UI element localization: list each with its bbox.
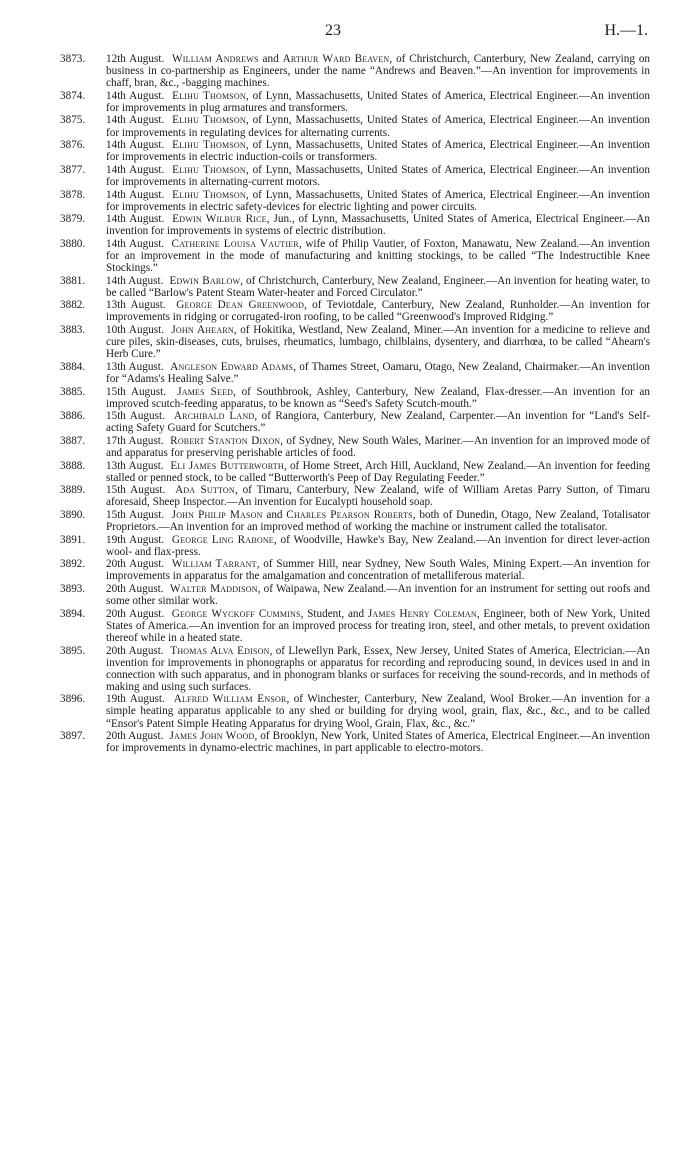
patent-entry: [0, 53, 700, 89]
entry-date: 13th August.: [106, 299, 166, 312]
applicant-name: Angleson Edward Adams: [170, 360, 294, 373]
name-separator: and: [258, 53, 283, 65]
applicant-name: Edwin Barlow: [169, 274, 241, 287]
entry-number: 3886.: [60, 410, 86, 423]
entry-description: , of Hokitika, Westland, New Zealand, Miner.—An invention for a medicine to relieve and cure piles, skin-diseases, cuts, bruises, rheumatics, lumbago, chilblains, dysentery, and diarrhœa, to be called “Ahearn's Herb Cure.”: [106, 324, 650, 361]
entry-number: 3873.: [60, 53, 86, 65]
entry-date: 13th August.: [106, 360, 164, 373]
applicant-name: John Ahearn: [171, 324, 234, 337]
applicant-name: James John Wood: [169, 730, 255, 743]
entry-number: 3877.: [60, 163, 86, 176]
entry-number: 3895.: [60, 644, 86, 657]
applicant-name: James Henry Coleman: [367, 607, 477, 620]
entry-date: 14th August.: [106, 163, 165, 176]
entry-date: 19th August.: [106, 693, 165, 706]
entry-description: , of Timaru, Canterbury, New Zealand, wife of William Aretas Parry Sutton, of Timaru aforesaid, Sheep Inspector.—An invention for Eucalypti household soap.: [106, 484, 650, 509]
patent-entry: [0, 164, 700, 188]
patent-entry: [0, 583, 700, 607]
entry-number: 3878.: [60, 188, 86, 201]
entry-description: , of Southbrook, Ashley, Canterbury, New Zealand, Flax-dresser.—An invention for an improved scutch-feeding apparatus, to be known as “Seed's Safety Scutch-mouth.”: [106, 385, 650, 410]
entry-description: , of Winchester, Canterbury, New Zealand, Wool Broker.—An invention for a simple heating apparatus applicable to any shed or building for drying wool, grain, flax, &c., &c., and to be called “Ensor's Patent Simple Heating Apparatus for drying Wool, Grain, Flax, &c., &c.”: [106, 693, 650, 730]
entry-number: 3883.: [60, 324, 86, 337]
applicant-name: Elihu Thomson: [172, 89, 246, 102]
applicant-name: George Wyckoff Cummins: [171, 607, 301, 620]
entry-number: 3876.: [60, 139, 86, 152]
patent-entry: [0, 730, 700, 754]
applicant-name: Elihu Thomson: [172, 139, 246, 152]
entry-number: 3874.: [60, 89, 86, 102]
entry-description: , of Woodville, Hawke's Bay, New Zealand.—An invention for direct lever-action wool- and flax-press.: [106, 533, 650, 558]
patent-entry: [0, 460, 700, 484]
entry-date: 13th August.: [106, 459, 164, 472]
patent-entry: [0, 361, 700, 385]
entry-description: , of Waipawa, New Zealand.—An invention for an instrument for setting out roofs and some other similar work.: [106, 583, 650, 608]
entry-number: 3885.: [60, 385, 86, 398]
applicant-name: Charles Pearson Roberts: [286, 508, 413, 521]
patent-entry: [0, 645, 700, 693]
patent-entry: [0, 534, 700, 558]
applicant-name: Thomas Alva Edison: [170, 644, 270, 657]
name-separator: and: [262, 508, 287, 521]
entry-description: , of Christchurch, Canterbury, New Zealand, carrying on business in co-partnership as Engineers, under the name “Andrews and Beaven.”—An invention for improvements in chaff, bran, &c., -bagging machines.: [106, 53, 651, 90]
applicant-name: John Philip Mason: [171, 508, 263, 521]
patent-entry: [0, 693, 700, 729]
entry-date: 20th August.: [106, 558, 165, 571]
page-header: [0, 22, 700, 46]
entry-description: , of Lynn, Massachusetts, United States of America, Electrical Engineer.—An invention for improvements in regulating devices for alternating currents.: [106, 114, 650, 139]
entry-number: 3896.: [60, 693, 86, 706]
patent-entry: [0, 324, 700, 360]
entry-number: 3887.: [60, 434, 86, 447]
entry-date: 14th August.: [106, 213, 165, 226]
entry-number: 3880.: [60, 237, 86, 250]
patent-entry: [0, 114, 700, 138]
patent-entry: [0, 435, 700, 459]
entry-description: , of Summer Hill, near Sydney, New South Wales, Mining Expert.—An invention for improvements in apparatus for the amalgamation and concentration of metalliferous material.: [106, 558, 650, 583]
page-number: 23: [325, 22, 341, 39]
applicant-name: George Ling Rabone: [171, 533, 274, 546]
entry-date: 12th August.: [106, 53, 165, 65]
entry-date: 15th August.: [106, 484, 166, 497]
entry-date: 19th August.: [106, 533, 165, 546]
name-separator: , Student, and: [300, 607, 368, 620]
applicant-name: Catherine Louisa Vautier: [171, 237, 299, 250]
document-reference: H.—1.: [604, 22, 648, 39]
entry-date: 20th August.: [106, 730, 164, 743]
applicant-name: Elihu Thomson: [172, 188, 246, 201]
entry-number: 3891.: [60, 533, 86, 546]
entry-description: , of Sydney, New South Wales, Mariner.—An invention for an improved mode of and apparatus for preserving perishable articles of food.: [106, 434, 650, 459]
applicant-name: Walter Maddison: [169, 583, 258, 596]
entry-date: 14th August.: [106, 188, 165, 201]
applicant-name: Arthur Ward Beaven: [282, 53, 390, 65]
entry-date: 15th August.: [106, 410, 165, 423]
entry-number: 3893.: [60, 583, 86, 596]
entry-number: 3894.: [60, 607, 86, 620]
entry-number: 3889.: [60, 484, 86, 497]
entry-description: , of Christchurch, Canterbury, New Zealand, Engineer.—An invention for heating water, to be called “Barlow's Patent Steam Water-heater and Forced Circulator.”: [106, 274, 650, 299]
applicant-name: Alfred William Ensor: [173, 693, 287, 706]
entry-description: , of Lynn, Massachusetts, United States of America, Electrical Engineer.—An invention for improvements in electric safety-devices for electric lighting and power circuits.: [106, 188, 650, 213]
entry-date: 10th August.: [106, 324, 165, 337]
applicant-name: James Seed: [177, 385, 234, 398]
applicant-name: William Andrews: [172, 53, 259, 65]
entry-date: 14th August.: [106, 139, 165, 152]
entry-number: 3882.: [60, 299, 86, 312]
applicant-name: Robert Stanton Dixon: [170, 434, 281, 447]
entry-date: 14th August.: [106, 114, 165, 127]
entry-date: 15th August.: [106, 385, 166, 398]
entry-date: 14th August.: [106, 237, 165, 250]
entry-date: 14th August.: [106, 89, 165, 102]
entry-date: 20th August.: [106, 607, 165, 620]
applicant-name: Elihu Thomson: [172, 163, 246, 176]
entry-number: 3890.: [60, 508, 86, 521]
entry-description: , of Home Street, Arch Hill, Auckland, New Zealand.—An invention for feeding stalled or penned stock, to be called “Butterworth's Peep of Day Regulating Feeder.”: [106, 459, 650, 484]
entry-date: 20th August.: [106, 583, 164, 596]
patent-entry-list: [0, 53, 700, 755]
patent-entry: [0, 213, 700, 237]
entry-number: 3879.: [60, 213, 86, 226]
entry-description: , of Thames Street, Oamaru, Otago, New Zealand, Chairmaker.—An invention for “Adams's Healing Salve.”: [106, 360, 651, 385]
applicant-name: Edwin Wilbur Rice: [172, 213, 267, 226]
entry-number: 3881.: [60, 274, 86, 287]
applicant-name: Ada Sutton: [175, 484, 235, 497]
entry-description: , of Llewellyn Park, Essex, New Jersey, United States of America, Electrician.—An invention for improvements in phonographs or apparatus for recording and reproducing sound, in devices used in and in connection with such apparatus, and in phonogram blanks or surfaces for receiving the sound-records, and in methods of making and using such surfaces.: [106, 644, 650, 693]
patent-entry: [0, 410, 700, 434]
applicant-name: Eli James Butterworth: [170, 459, 284, 472]
entry-date: 15th August.: [106, 508, 165, 521]
applicant-name: Archibald Land: [173, 410, 255, 423]
patent-entry: [0, 484, 700, 508]
patent-entry: [0, 386, 700, 410]
entry-date: 20th August.: [106, 644, 164, 657]
applicant-name: William Tarrant: [171, 558, 257, 571]
entry-number: 3884.: [60, 360, 86, 373]
entry-description: , Jun., of Lynn, Massachusetts, United States of America, Electrical Engineer.—An invention for improvements in systems of electric distribution.: [106, 213, 650, 238]
entry-description: , of Rangiora, Canterbury, New Zealand, Carpenter.—An invention for “Land's Self-acting Safety Guard for Scutchers.”: [106, 410, 650, 435]
patent-entry: [0, 299, 700, 323]
entry-description: , of Lynn, Massachusetts, United States of America, Electrical Engineer.—An invention for improvements in electric induction-coils or transformers.: [106, 139, 650, 164]
entry-description: , of Teviotdale, Canterbury, New Zealand, Runholder.—An invention for improvements in ridging or corrugated-iron roofing, to be called “Greenwood's Improved Ridging.”: [106, 299, 650, 324]
patent-entry: [0, 90, 700, 114]
patent-entry: [0, 558, 700, 582]
patent-entry: [0, 275, 700, 299]
entry-description: , of Lynn, Massachusetts, United States of America, Electrical Engineer.—An invention for improvements in alternating-current motors.: [106, 163, 650, 188]
applicant-name: George Dean Greenwood: [176, 299, 305, 312]
entry-number: 3897.: [60, 730, 86, 743]
entry-description: , both of Dunedin, Otago, New Zealand, Totalisator Proprietors.—An invention for an improved method of working the machine or instrument called the totalisator.: [106, 508, 650, 534]
patent-entry: [0, 139, 700, 163]
entry-number: 3892.: [60, 558, 86, 571]
entry-description: , of Lynn, Massachusetts, United States of America, Electrical Engineer.—An invention for improvements in plug armatures and transformers.: [106, 89, 650, 114]
applicant-name: Elihu Thomson: [172, 114, 246, 127]
patent-entry: [0, 608, 700, 644]
patent-entry: [0, 509, 700, 533]
patent-entry: [0, 238, 700, 274]
entry-description: , of Brooklyn, New York, United States of America, Electrical Engineer.—An invention for improvements in dynamo-electric machines, in part applicable to electro-motors.: [106, 730, 650, 755]
entry-description: , Engineer, both of New York, United States of America.—An invention for an improved process for treating iron, steel, and other metals, to prevent oxidation thereof while in a heated state.: [106, 607, 650, 644]
entry-number: 3875.: [60, 114, 86, 127]
patent-entry: [0, 189, 700, 213]
entry-date: 14th August.: [106, 274, 164, 287]
entry-number: 3888.: [60, 459, 86, 472]
entry-date: 17th August.: [106, 434, 164, 447]
entry-description: , wife of Philip Vautier, of Foxton, Manawatu, New Zealand.—An invention for an improvement in the mode of manufacturing and knitting stockings, to be called “The Indestructible Knee Stockings.”: [106, 237, 650, 275]
